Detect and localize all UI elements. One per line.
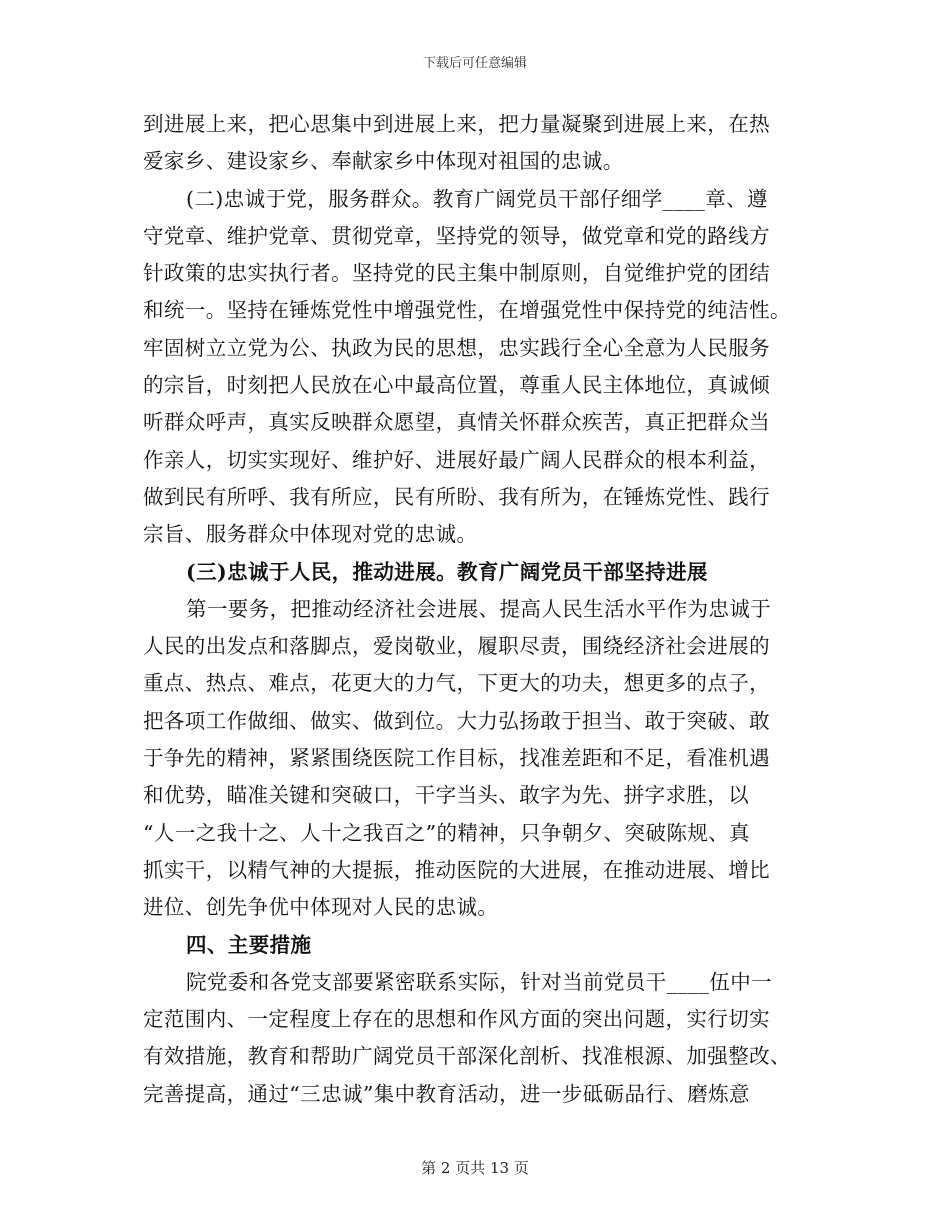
paragraph-line: 牢固树立立党为公、执政为民的思想，忠实践行全心全意为人民服务 — [143, 335, 770, 360]
paragraph-line: 和统一。坚持在锤炼党性中增强党性，在增强党性中保持党的纯洁性。 — [143, 298, 791, 323]
paragraph-line: 爱家乡、建设家乡、奉献家乡中体现对祖国的忠诚。 — [143, 149, 624, 174]
paragraph-line: 定范围内、一定程度上存在的思想和作风方面的突出问题，实行切实 — [143, 1007, 770, 1032]
paragraph-line: 守党章、维护党章、贯彻党章，坚持党的领导，做党章和党的路线方 — [143, 223, 770, 248]
paragraph-line: 进位、创先争优中体现对人民的忠诚。 — [143, 895, 499, 920]
paragraph-line: (二)忠诚于党，服务群众。教育广阔党员干部仔细学____章、遵 — [186, 186, 768, 211]
paragraph-line: 第一要务，把推动经济社会进展、提高人民生活水平作为忠诚于 — [186, 596, 772, 621]
paragraph-line: 宗旨、服务群众中体现对党的忠诚。 — [143, 522, 478, 547]
paragraph-line: 把各项工作做细、做实、做到位。大力弘扬敢于担当、敢于突破、敢 — [143, 708, 770, 733]
section-heading: 四、主要措施 — [186, 932, 312, 957]
paragraph-line: 于争先的精神，紧紧围绕医院工作目标，找准差距和不足，看准机遇 — [143, 746, 770, 771]
paragraph-line: 和优势，瞄准关键和突破口，干字当头、敢字为先、拼字求胜，以 — [143, 783, 750, 808]
section-heading: (三)忠诚于人民，推动进展。教育广阔党员干部坚持进展 — [186, 559, 708, 584]
paragraph-line: 到进展上来，把心思集中到进展上来，把力量凝聚到进展上来，在热 — [143, 112, 770, 136]
page-footer: 第 2 页共 13 页 — [421, 1159, 529, 1177]
document-body — [143, 106, 813, 1113]
paragraph-line: 完善提高，通过“三忠诚”集中教育活动，进一步砥砺品行、磨炼意 — [143, 1081, 750, 1106]
paragraph-line: 院党委和各党支部要紧密联系实际，针对当前党员干____伍中一 — [186, 969, 772, 994]
paragraph-line: 作亲人，切实实现好、维护好、进展好最广阔人民群众的根本利益， — [143, 447, 770, 472]
paragraph-line: 的宗旨，时刻把人民放在心中最高位置，尊重人民主体地位，真诚倾 — [143, 373, 770, 398]
paragraph-line: 听群众呼声，真实反映群众愿望，真情关怀群众疾苦，真正把群众当 — [143, 410, 770, 435]
page-header: 下载后可任意编辑 — [422, 56, 527, 71]
paragraph-line: “人一之我十之、人十之我百之”的精神，只争朝夕、突破陈规、真 — [143, 820, 750, 845]
paragraph-line: 针政策的忠实执行者。坚持党的民主集中制原则，自觉维护党的团结 — [143, 261, 770, 286]
paragraph-line: 做到民有所呼、我有所应，民有所盼、我有所为，在锤炼党性、践行 — [143, 484, 770, 509]
paragraph-line: 人民的出发点和落脚点，爱岗敬业，履职尽责，围绕经济社会进展的 — [143, 634, 770, 659]
paragraph-line: 抓实干，以精气神的大提振，推动医院的大进展，在推动进展、增比 — [143, 857, 770, 882]
paragraph-line: 有效措施，教育和帮助广阔党员干部深化剖析、找准根源、加强整改、 — [143, 1044, 791, 1069]
paragraph-line: 重点、热点、难点，花更大的力气，下更大的功夫，想更多的点子， — [143, 671, 770, 696]
